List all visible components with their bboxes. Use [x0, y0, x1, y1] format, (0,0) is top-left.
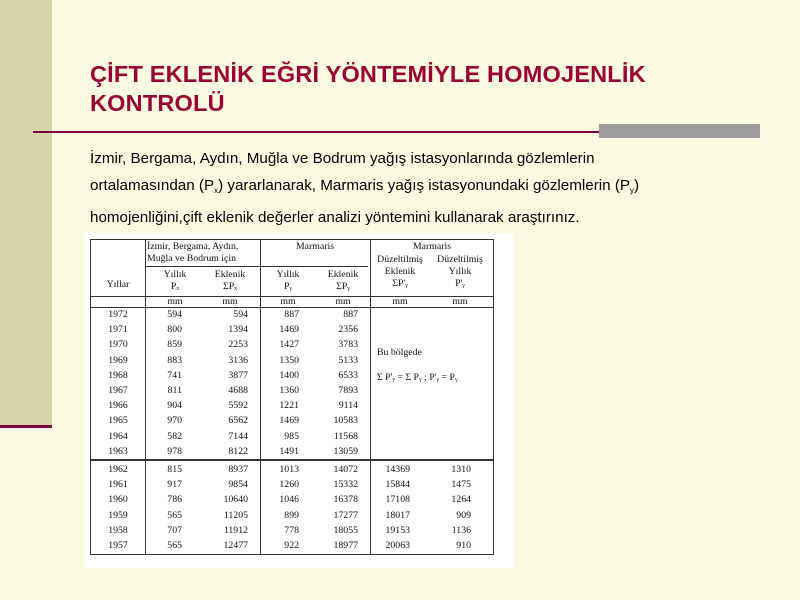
table-cell-spx: 4688 — [228, 385, 248, 396]
table-cell-px: 859 — [167, 339, 182, 351]
table-cell-adj-cum: 15844 — [385, 479, 410, 491]
table-cell-px: 786 — [167, 494, 182, 506]
table-cell-year: 1969 — [108, 354, 128, 366]
header-cum-x: Eklenik — [214, 269, 246, 280]
table-cell-spy: 10583 — [333, 415, 358, 427]
header-g3-adjusted-a: Düzeltilmiş — [377, 254, 423, 265]
table-cell-adj-annual: 1310 — [451, 464, 471, 475]
table-cell-py: 922 — [284, 540, 299, 551]
header-annual-x-symbol: Pₓ — [170, 281, 180, 292]
table-cell-py: 1350 — [279, 354, 299, 366]
table-cell-year: 1957 — [108, 540, 128, 551]
table-cell-py: 1360 — [279, 385, 299, 396]
data-table — [90, 239, 494, 555]
table-cell-py: 1469 — [279, 415, 299, 427]
table-cell-spy: 5133 — [338, 354, 358, 366]
table-rule — [90, 459, 494, 461]
header-cum-x-symbol: ΣPₓ — [223, 281, 237, 292]
table-cell-year: 1971 — [108, 324, 128, 336]
table-cell-year: 1961 — [108, 479, 128, 491]
header-cum-y-symbol: ΣPᵧ — [336, 281, 350, 292]
table-cell-px: 582 — [167, 430, 182, 442]
table-cell-spx: 594 — [233, 309, 248, 320]
body-line-3: homojenliğini,çift eklenik değerler analizi yöntemini kullanarak araştırınız. — [90, 209, 580, 226]
title-accent-bar — [599, 124, 760, 138]
table-cell-py: 1491 — [279, 445, 299, 457]
table-cell-spx: 11205 — [223, 509, 248, 521]
table-rule — [145, 239, 146, 555]
header-annual-y: Yıllık — [276, 269, 300, 280]
table-cell-spx: 5592 — [228, 400, 248, 412]
unit-label: mm — [167, 296, 183, 307]
table-cell-year: 1963 — [108, 445, 128, 457]
table-cell-px: 970 — [167, 415, 182, 427]
table-cell-spy: 7893 — [338, 385, 358, 396]
table-rule — [90, 239, 91, 555]
header-group1b: Muğla ve Bodrum için — [147, 253, 236, 264]
table-rule — [370, 239, 371, 555]
table-cell-spx: 8122 — [228, 445, 248, 457]
table-cell-year: 1966 — [108, 400, 128, 412]
table-cell-adj-annual: 910 — [456, 540, 471, 551]
header-adj-annual: Yıllık — [448, 266, 472, 277]
unit-label: mm — [335, 296, 351, 307]
table-cell-adj-annual: 909 — [456, 509, 471, 521]
table-cell-py: 1469 — [279, 324, 299, 336]
table-rule — [90, 554, 494, 555]
table-cell-spy: 9114 — [338, 400, 358, 412]
table-cell-year: 1965 — [108, 415, 128, 427]
table-cell-spy: 16378 — [333, 494, 358, 506]
table-cell-adj-cum: 18017 — [385, 509, 410, 521]
table-cell-py: 899 — [284, 509, 299, 521]
table-cell-spx: 1394 — [228, 324, 248, 336]
table-cell-py: 1260 — [279, 479, 299, 491]
table-cell-adj-cum: 20063 — [385, 540, 410, 551]
header-annual-y-symbol: Pᵧ — [283, 281, 293, 292]
header-annual-x: Yıllık — [163, 269, 187, 280]
table-cell-px: 800 — [167, 324, 182, 336]
table-cell-year: 1964 — [108, 430, 128, 442]
table-cell-spy: 14072 — [333, 464, 358, 475]
table-cell-spx: 3136 — [228, 354, 248, 366]
table-cell-spy: 18977 — [333, 540, 358, 551]
table-rule — [145, 266, 368, 267]
table-cell-spy: 13059 — [333, 445, 358, 457]
table-cell-year: 1958 — [108, 524, 128, 536]
unit-label: mm — [222, 296, 238, 307]
table-cell-adj-cum: 14369 — [385, 464, 410, 475]
table-cell-px: 883 — [167, 354, 182, 366]
table-cell-px: 811 — [167, 385, 182, 396]
header-cum-y: Eklenik — [327, 269, 359, 280]
table-cell-spx: 11912 — [223, 524, 248, 536]
header-years: Yıllar — [106, 279, 130, 290]
table-cell-py: 985 — [284, 430, 299, 442]
table-rule — [493, 239, 494, 555]
table-cell-py: 1400 — [279, 369, 299, 381]
table-cell-spx: 3877 — [228, 369, 248, 381]
table-cell-px: 978 — [167, 445, 182, 457]
left-decor-line — [0, 425, 52, 428]
table-cell-px: 917 — [167, 479, 182, 491]
table-cell-spx: 2253 — [228, 339, 248, 351]
header-g3-adjusted-b: Düzeltilmiş — [437, 254, 483, 265]
header-adj-cum-symbol: ΣP'ᵧ — [392, 278, 408, 289]
table-cell-spx: 9854 — [228, 479, 248, 491]
body-line-2: ortalamasından $(P_x)$ yararlanarak, Marmaris yağış istasyonundaki gözlemlerin $(P_y)$ — [90, 177, 640, 195]
slide-body — [90, 145, 780, 231]
table-cell-px: 565 — [167, 509, 182, 521]
table-cell-year: 1959 — [108, 509, 128, 521]
table-cell-spx: 6562 — [228, 415, 248, 427]
table-cell-py: 1221 — [279, 400, 299, 412]
header-group1: İzmir, Bergama, Aydın, — [147, 241, 239, 252]
table-cell-px: 594 — [167, 309, 182, 320]
table-cell-px: 815 — [167, 464, 182, 475]
slide-title: ÇİFT EKLENİK EĞRİ YÖNTEMİYLE HOMOJENLİK KONTROLÜ — [90, 61, 646, 116]
table-cell-adj-cum: 19153 — [385, 524, 410, 536]
table-cell-spx: 12477 — [223, 540, 248, 551]
left-decor-bar — [0, 0, 52, 427]
table-rule — [260, 239, 261, 555]
unit-label: mm — [452, 296, 468, 307]
table-cell-year: 1967 — [108, 385, 128, 396]
table-rule — [90, 239, 494, 240]
table-cell-py: 1427 — [279, 339, 299, 351]
table-cell-px: 565 — [167, 540, 182, 551]
unit-label: mm — [392, 296, 408, 307]
table-cell-spx: 8937 — [228, 464, 248, 475]
table-cell-py: 1013 — [279, 464, 299, 475]
body-line-1: İzmir, Bergama, Aydın, Muğla ve Bodrum yağış istasyonlarında gözlemlerin — [90, 150, 595, 167]
header-group2: Marmaris — [295, 241, 335, 252]
table-cell-spy: 17277 — [333, 509, 358, 521]
table-cell-adj-annual: 1136 — [451, 524, 471, 536]
header-adj-annual-symbol: P'ᵧ — [455, 278, 465, 289]
table-cell-py: 1046 — [279, 494, 299, 506]
table-cell-year: 1968 — [108, 369, 128, 381]
table-cell-adj-annual: 1264 — [451, 494, 471, 506]
table-rule — [90, 307, 494, 308]
note-region: Bu bölgede — [377, 347, 422, 358]
table-cell-spy: 887 — [343, 309, 358, 320]
table-cell-spy: 6533 — [338, 369, 358, 381]
table-cell-spy: 18055 — [333, 524, 358, 536]
table-cell-px: 741 — [167, 369, 182, 381]
table-cell-spx: 7144 — [228, 430, 248, 442]
unit-label: mm — [280, 296, 296, 307]
table-cell-spy: 2356 — [338, 324, 358, 336]
table-cell-spy: 3783 — [338, 339, 358, 351]
note-formula: Σ P'ᵧ = Σ Pᵧ ; P'ᵧ = Pᵧ — [377, 372, 458, 383]
header-group3: Marmaris — [412, 241, 452, 252]
table-cell-adj-cum: 17108 — [385, 494, 410, 506]
table-cell-spy: 15332 — [333, 479, 358, 491]
table-cell-year: 1960 — [108, 494, 128, 506]
table-cell-py: 778 — [284, 524, 299, 536]
table-cell-adj-annual: 1475 — [451, 479, 471, 491]
table-cell-px: 904 — [167, 400, 182, 412]
table-cell-px: 707 — [167, 524, 182, 536]
table-cell-spy: 11568 — [333, 430, 358, 442]
header-adj-cum: Eklenik — [384, 266, 416, 277]
table-cell-year: 1962 — [108, 464, 128, 475]
title-underline — [33, 131, 599, 133]
table-cell-year: 1972 — [108, 309, 128, 320]
table-cell-year: 1970 — [108, 339, 128, 351]
table-cell-py: 887 — [284, 309, 299, 320]
table-cell-spx: 10640 — [223, 494, 248, 506]
